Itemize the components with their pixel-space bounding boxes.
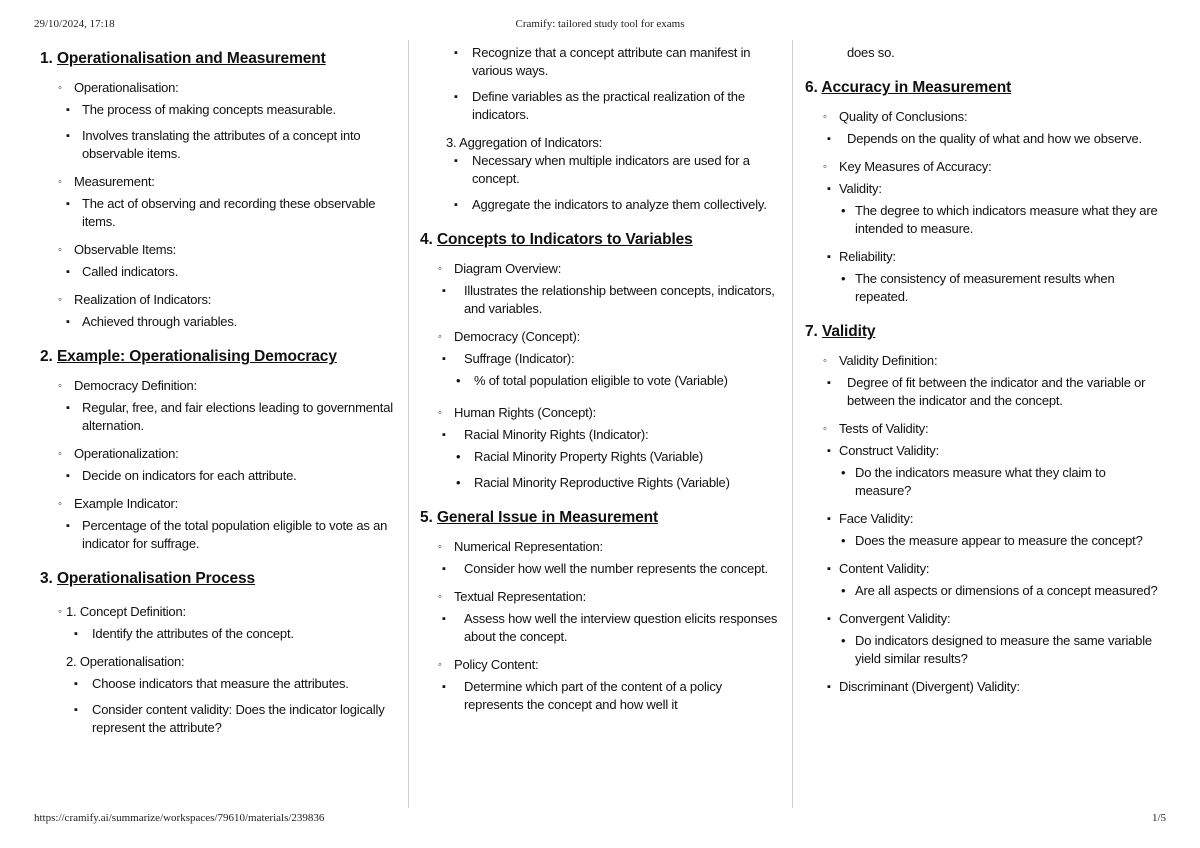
list-item: ▪ Validity: [805,180,1165,198]
list-item: • Are all aspects or dimensions of a concept measured? [805,582,1165,600]
list-item: ▪ Recognize that a concept attribute can manifest in various ways. [420,44,782,80]
print-url: https://cramify.ai/summarize/workspaces/79610/materials/239836 [34,812,325,824]
list-item: ◦ Operationalization: [40,445,398,463]
list-item: • Do indicators designed to measure the same variable yield similar results? [805,632,1165,668]
column-3 [805,40,1165,810]
section-heading-1 [40,49,398,69]
section-number: 6. [805,79,822,96]
column-2 [420,40,782,810]
list-item: ▪ Decide on indicators for each attribute. [40,467,398,485]
section-title: Concepts to Indicators to Variables [436,231,693,248]
list-item: ▪ Involves translating the attributes of a concept into observable items. [40,127,398,163]
section-heading-5 [420,508,782,528]
list-item: ◦ Realization of Indicators: [40,291,398,309]
list-item: ◦ Operationalisation: [40,79,398,97]
list-item: ▪ Reliability: [805,248,1165,266]
list-item: 2. Operationalisation: [66,654,185,669]
list-item: ▪ Determine which part of the content of a policy represents the concept and how well it [420,678,782,714]
list-item: ▪ Called indicators. [40,263,398,281]
list-item: • Does the measure appear to measure the concept? [805,532,1165,550]
list-item: • % of total population eligible to vote (Variable) [420,372,782,390]
section-title: Operationalisation Process [56,570,256,587]
list-item: ▪ Regular, free, and fair elections leading to governmental alternation. [40,399,398,435]
list-item: ◦ Observable Items: [40,241,398,259]
section-title: Operationalisation and Measurement [56,50,326,67]
list-item: • Racial Minority Reproductive Rights (Variable) [420,474,782,492]
list-item: ▪ Define variables as the practical realization of the indicators. [420,88,782,124]
list-item: ◦ Measurement: [40,173,398,191]
print-header [34,18,1166,34]
section-title: Example: Operationalising Democracy [56,348,337,365]
print-date: 29/10/2024, 17:18 [34,18,115,30]
list-item: ▪ Face Validity: [805,510,1165,528]
list-item: ◦ Human Rights (Concept): [420,404,782,422]
list-item: ▪ Identify the attributes of the concept. [40,625,398,643]
list-item: ◦ Example Indicator: [40,495,398,513]
list-item: 3. Aggregation of Indicators: [446,135,603,150]
column-divider [792,40,793,808]
list-item-continuation: does so. [847,45,895,60]
list-item: ◦ Key Measures of Accuracy: [805,158,1165,176]
list-item: ▪ Consider content validity: Does the indicator logically represent the attribute? [40,701,398,737]
list-item: ▪ Degree of fit between the indicator and the variable or between the indicator and the concept. [805,374,1165,410]
list-item: ▪ Aggregate the indicators to analyze them collectively. [420,196,782,214]
section-title: Accuracy in Measurement [821,79,1012,96]
list-item: ◦ Policy Content: [420,656,782,674]
list-item: ▪ Choose indicators that measure the attributes. [40,675,398,693]
list-item: ▪ Achieved through variables. [40,313,398,331]
list-item: ◦ Democracy Definition: [40,377,398,395]
list-item: ▪ Illustrates the relationship between concepts, indicators, and variables. [420,282,782,318]
section-number: 3. [40,570,57,587]
list-item: ▪ Racial Minority Rights (Indicator): [420,426,782,444]
section-number: 2. [40,348,57,365]
list-item: • Do the indicators measure what they claim to measure? [805,464,1165,500]
list-item: ◦ Numerical Representation: [420,538,782,556]
list-item: ▪ Content Validity: [805,560,1165,578]
print-title: Cramify: tailored study tool for exams [515,18,685,30]
list-item: ▪ The process of making concepts measurable. [40,101,398,119]
list-item: ▪ Necessary when multiple indicators are used for a concept. [420,152,782,188]
section-number: 1. [40,50,57,67]
section-heading-7 [805,322,1165,342]
list-item: ◦ Validity Definition: [805,352,1165,370]
list-item: ◦ 1. Concept Definition: [40,603,398,621]
list-item: ▪ Convergent Validity: [805,610,1165,628]
list-item: ◦ Tests of Validity: [805,420,1165,438]
print-footer [34,812,1166,828]
section-heading-6 [805,78,1165,98]
list-item: • The consistency of measurement results when repeated. [805,270,1165,306]
list-item: ◦ Textual Representation: [420,588,782,606]
list-item: ▪ Discriminant (Divergent) Validity: [805,678,1165,696]
list-item: ◦ Diagram Overview: [420,260,782,278]
list-item: ▪ Construct Validity: [805,442,1165,460]
list-item: ▪ Depends on the quality of what and how we observe. [805,130,1165,148]
column-divider [408,40,409,808]
list-item: ▪ Suffrage (Indicator): [420,350,782,368]
list-item: • Racial Minority Property Rights (Variable) [420,448,782,466]
section-number: 7. [805,323,822,340]
list-item: ▪ The act of observing and recording these observable items. [40,195,398,231]
list-item: ▪ Assess how well the interview question elicits responses about the concept. [420,610,782,646]
section-title: Validity [821,323,876,340]
section-number: 5. [420,509,437,526]
list-item: ◦ Democracy (Concept): [420,328,782,346]
section-heading-3 [40,569,398,589]
list-item: • The degree to which indicators measure what they are intended to measure. [805,202,1165,238]
section-title: General Issue in Measurement [436,509,659,526]
column-1 [40,40,398,810]
list-item: ▪ Consider how well the number represents the concept. [420,560,782,578]
section-heading-2 [40,347,398,367]
list-item: ◦ Quality of Conclusions: [805,108,1165,126]
section-heading-4 [420,230,782,250]
list-item: ▪ Percentage of the total population eligible to vote as an indicator for suffrage. [40,517,398,553]
page-number: 1/5 [1151,812,1166,824]
section-number: 4. [420,231,437,248]
